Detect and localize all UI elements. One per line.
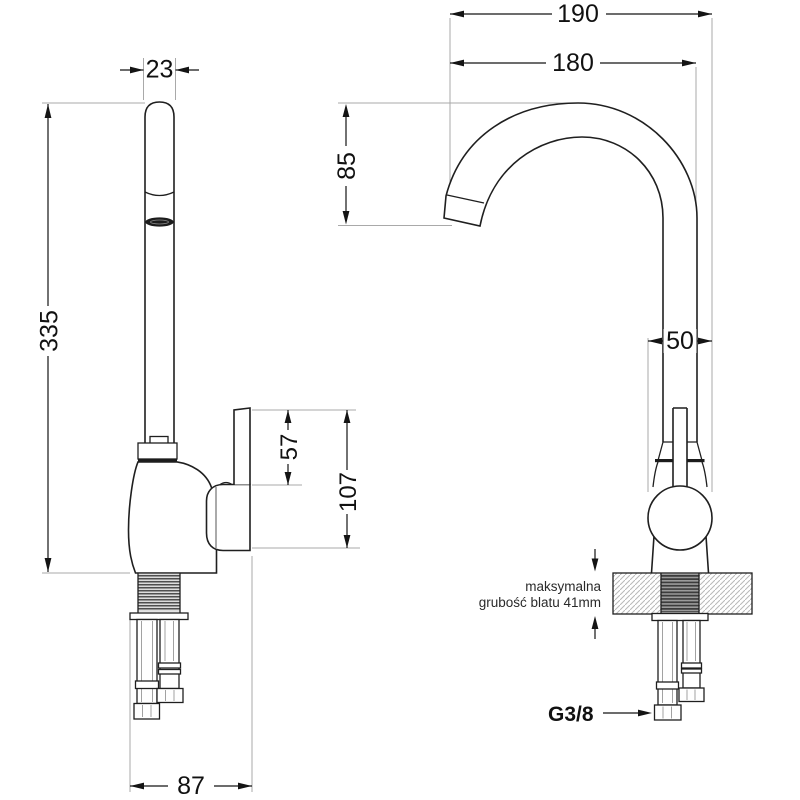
dim-label-87: 87 — [177, 772, 205, 800]
arrow-right-icon — [238, 783, 252, 790]
side-handle-lever — [234, 408, 250, 485]
arrow-down-icon — [592, 559, 599, 572]
dim-label-85: 85 — [333, 152, 361, 180]
front-view — [444, 103, 752, 720]
side-hose-right-joint2 — [159, 670, 181, 675]
dim-190 — [450, 0, 712, 28]
dim-label-180: 180 — [552, 49, 594, 77]
side-collar — [138, 443, 177, 459]
side-hose-right-joint1 — [159, 663, 181, 668]
arrow-up-icon — [344, 410, 351, 423]
arrow-left-icon — [176, 67, 190, 74]
arrow-down-icon — [343, 211, 350, 225]
side-hose-left-joint — [136, 681, 159, 689]
front-cone-seal-right — [687, 459, 705, 462]
dim-label-57: 57 — [276, 433, 303, 461]
dim-57 — [276, 410, 303, 485]
arrow-up-icon — [343, 104, 350, 117]
dim-87 — [130, 772, 252, 800]
arrow-left-icon — [450, 11, 464, 18]
countertop-note-line1: maksymalna — [525, 579, 601, 594]
countertop-thickness-marker — [592, 549, 599, 639]
side-aerator — [145, 217, 173, 226]
side-mount-flange — [130, 613, 188, 620]
dim-label-50: 50 — [666, 327, 694, 355]
front-cone — [658, 442, 702, 461]
side-hose-left-nut — [134, 704, 160, 720]
arrow-left-icon — [130, 783, 144, 790]
countertop-note-line2: grubość blatu 41mm — [478, 595, 601, 610]
arrow-down-icon — [45, 558, 52, 572]
dim-label-335: 335 — [35, 310, 64, 352]
front-hose-right — [683, 621, 700, 689]
dim-335 — [36, 104, 64, 572]
dim-label-107: 107 — [335, 471, 362, 513]
front-cone-seal-left — [655, 459, 673, 462]
arrow-down-icon — [285, 472, 292, 485]
arrow-right-icon — [698, 11, 712, 18]
front-body-sphere — [648, 486, 712, 550]
front-mount-flange — [652, 614, 708, 621]
dim-23 — [120, 56, 199, 84]
thread-label: G3/8 — [548, 703, 594, 726]
dim-107 — [335, 410, 362, 548]
dim-50 — [648, 327, 712, 355]
front-hose-left-joint — [657, 682, 679, 689]
front-gooseneck — [444, 103, 697, 226]
side-body — [129, 462, 217, 573]
front-hose-right-joint1 — [682, 663, 702, 668]
arrow-right-icon — [130, 67, 144, 74]
side-hose-right — [160, 620, 179, 689]
front-hose-right-joint2 — [682, 669, 702, 673]
arrow-left-icon — [648, 338, 662, 345]
side-hose-left — [137, 620, 157, 704]
arrow-left-icon — [450, 60, 464, 67]
thread-callout — [548, 703, 652, 726]
dim-85 — [333, 104, 361, 225]
dim-label-190: 190 — [557, 0, 599, 28]
arrow-right-icon — [698, 338, 712, 345]
arrow-up-icon — [592, 616, 599, 629]
dim-label-23: 23 — [145, 55, 174, 84]
front-hose-right-nut — [679, 688, 704, 702]
side-handle-base — [207, 485, 251, 551]
dim-180 — [450, 49, 696, 77]
countertop-note — [479, 579, 602, 610]
side-view — [129, 102, 251, 719]
arrow-up-icon — [45, 104, 52, 118]
front-hose-left — [658, 621, 677, 706]
side-hose-right-nut — [157, 689, 183, 703]
front-hose-left-nut — [655, 705, 682, 720]
arrow-right-icon — [638, 710, 652, 717]
side-spout-joint — [145, 192, 174, 196]
arrow-down-icon — [344, 535, 351, 548]
side-spout-tube — [145, 102, 174, 443]
arrow-up-icon — [285, 410, 292, 423]
arrow-right-icon — [682, 60, 696, 67]
front-body-flare — [653, 462, 707, 487]
